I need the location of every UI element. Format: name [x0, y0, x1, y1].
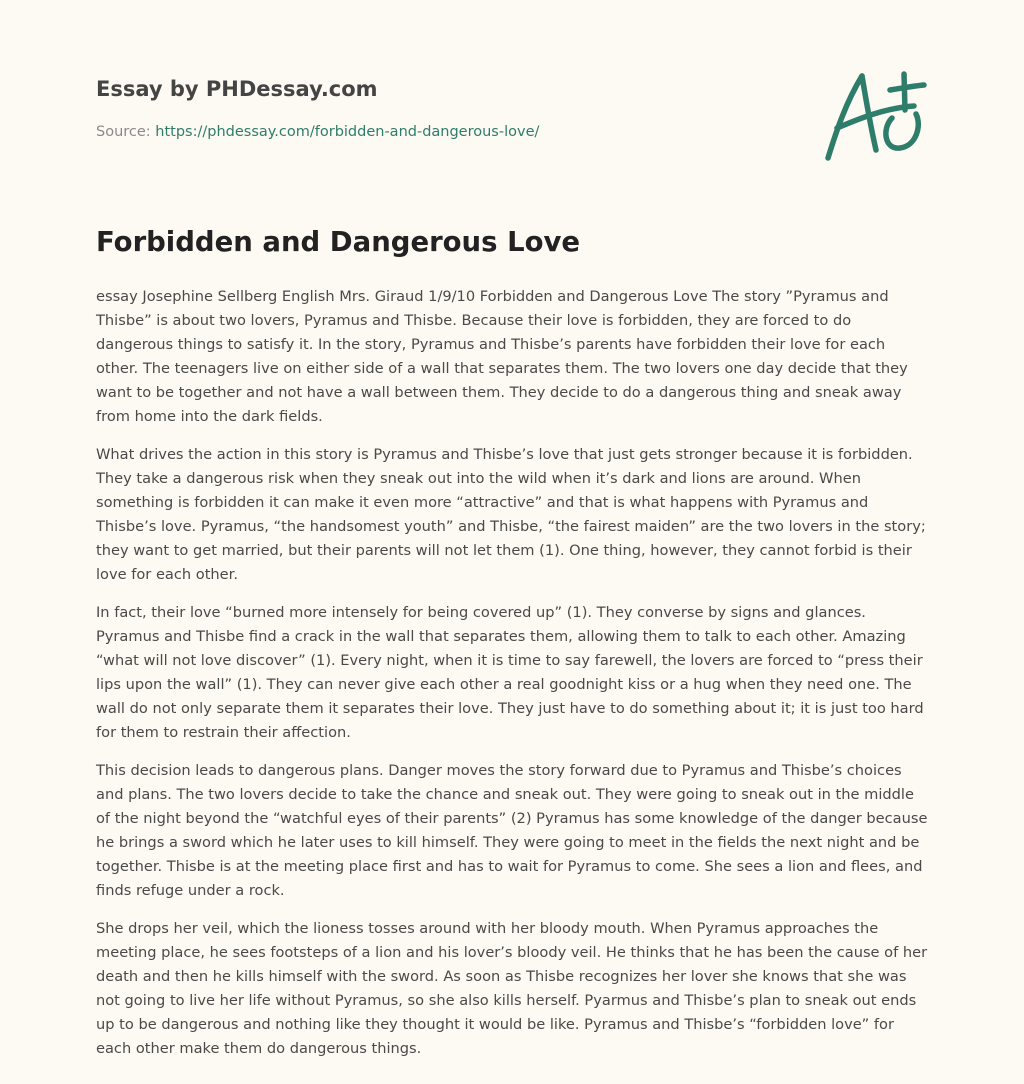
paragraph-3: In fact, their love “burned more intensely for being covered up” (1). They converse by signs and glances. Pyramus and Thisbe find a crack in the wall that separates them, allowing them to talk to each other. Amazing “what will not love discover” (1). Every night, when it is time to say farewell, the lovers are forced to “press their lips upon the wall” (1). They can never give each other a real goodnight kiss or a hug when they need one. The wall do not only separate them it separates their love. They just have to do something about it; it is just too hard for them to restrain their affection.	[96, 604, 924, 741]
essay-body	[96, 285, 930, 1075]
paragraph-2: What drives the action in this story is Pyramus and Thisbe’s love that just gets stronger because it is forbidden. They take a dangerous risk when they sneak out into the wild when it’s dark and lions are around. When something is forbidden it can make it even more “attractive” and that is what happens with Pyramus and Thisbe’s love. Pyramus, “the handsomest youth” and Thisbe, “the fairest maiden” are the two lovers in the story; they want to get married, but their parents will not let them (1). One thing, however, they cannot forbid is their love for each other.	[96, 446, 926, 583]
paragraph-4: This decision leads to dangerous plans. Danger moves the story forward due to Pyramus and Thisbe’s choices and plans. The two lovers decide to take the chance and sneak out. They were going to sneak out in the middle of the night beyond the “watchful eyes of their parents” (2) Pyramus has some knowledge of the danger because he brings a sword which he later uses to kill himself. They were going to meet in the fields the next night and be together. Thisbe is at the meeting place first and has to wait for Pyramus to come. She sees a lion and flees, and finds refuge under a rock.	[96, 762, 928, 899]
source-line	[96, 124, 539, 140]
essay-page	[96, 0, 930, 1057]
paragraph-1: essay Josephine Sellberg English Mrs. Giraud 1/9/10 Forbidden and Dangerous Love The story ”Pyramus and Thisbe” is about two lovers, Pyramus and Thisbe. Because their love is forbidden, they are forced to do dangerous things to satisfy it. In the story, Pyramus and Thisbe’s parents have forbidden their love for each other. The teenagers live on either side of a wall that separates them. The two lovers one day decide that they want to be together and not have a wall between them. They decide to do a dangerous thing and sneak away from home into the dark fields.	[96, 288, 908, 425]
site-name: Essay by PHDessay.com	[96, 77, 378, 101]
page-title: Forbidden and Dangerous Love	[96, 226, 581, 258]
source-link[interactable]: https://phdessay.com/forbidden-and-dangerous-love/	[155, 124, 540, 140]
source-label: Source:	[96, 124, 151, 140]
header	[96, 0, 930, 180]
paragraph-5: She drops her veil, which the lioness tosses around with her bloody mouth. When Pyramus approaches the meeting place, he sees footsteps of a lion and his lover’s bloody veil. He thinks that he has been the cause of her death and then he kills himself with the sword. As soon as Thisbe recognizes her lover she knows that she was not going to live her life without Pyramus, so she also kills herself. Pyarmus and Thisbe’s plan to sneak out ends up to be dangerous and nothing like they thought it would be like. Pyramus and Thisbe’s “forbidden love” for each other make them do dangerous things.	[96, 920, 928, 1057]
a-plus-logo-icon	[822, 66, 932, 166]
